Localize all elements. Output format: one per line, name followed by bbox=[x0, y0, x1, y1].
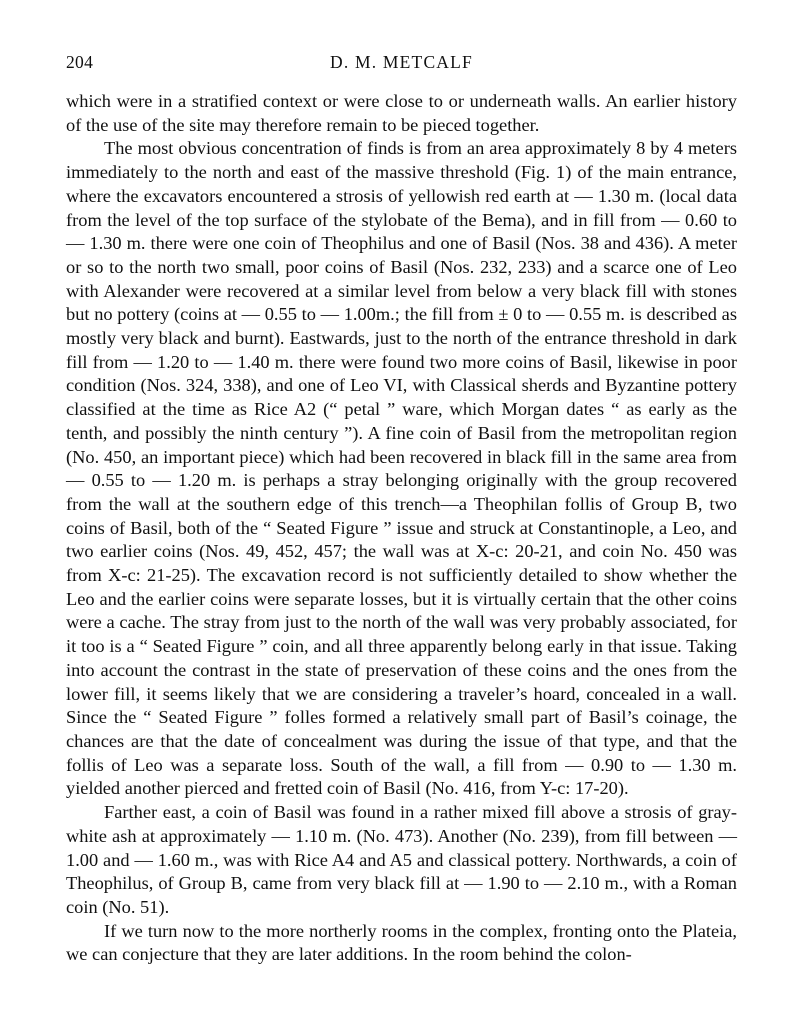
body-text bbox=[66, 90, 737, 967]
paragraph-continuation: which were in a stratified context or were close to or underneath walls. An earlier history of the use of the site may therefore remain to be pieced together. bbox=[66, 91, 737, 135]
paragraph-finds-concentration: The most obvious concentration of finds is from an area approximately 8 by 4 meters immediately to the north and east of the massive threshold (Fig. 1) of the main entrance, where the excavators encountered a strosis of yellowish red earth at — 1.30 m. (local data from the level of the top surface of the stylobate of the Bema), and in fill from — 0.60 to — 1.30 m. there were one coin of Theophilus and one of Basil (Nos. 38 and 436). A meter or so to the north two small, poor coins of Basil (Nos. 232, 233) and a scarce one of Leo with Alexander were recovered at a similar level from below a very black fill with stones but no pottery (coins at — 0.55 to — 1.00m.; the fill from ± 0 to — 0.55 m. is described as mostly very black and burnt). Eastwards, just to the north of the entrance threshold in dark fill from — 1.20 to — 1.40 m. there were found two more coins of Basil, likewise in poor condition (Nos. 324, 338), and one of Leo VI, with Classical sherds and Byzantine pottery classified at the time as Rice A2 (“ petal ” ware, which Morgan dates “ as early as the tenth, and possibly the ninth century ”). A fine coin of Basil from the metropolitan region (No. 450, an important piece) which had been recovered in black fill in the same area from — 0.55 to — 1.20 m. is perhaps a stray belonging originally with the group recovered from the wall at the southern edge of this trench—a Theophilan follis of Group B, two coins of Basil, both of the “ Seated Figure ” issue and struck at Constantinople, a Leo, and two earlier coins (Nos. 49, 452, 457; the wall was at X-c: 20-21, and coin No. 450 was from X-c: 21-25). The excavation record is not sufficiently detailed to show whether the Leo and the earlier coins were separate losses, but it is virtually certain that the other coins were a cache. The stray from just to the north of the wall was very probably associated, for it too is a “ Seated Figure ” coin, and all three apparently belong early in that issue. Taking into account the contrast in the state of preservation of these coins and the ones from the lower fill, it seems likely that we are considering a traveler’s hoard, concealed in a wall. Since the “ Seated Figure ” folles formed a relatively small part of Basil’s coinage, the chances are that the date of concealment was during the issue of that type, and that the follis of Leo was a separate loss. South of the wall, a fill from — 0.90 to — 1.30 m. yielded another pierced and fretted coin of Basil (No. 416, from Y-c: 17-20). bbox=[66, 138, 737, 799]
paragraph-northerly-rooms: If we turn now to the more northerly rooms in the complex, fronting onto the Plateia, we can conjecture that they are later additions. In the room behind the colon- bbox=[66, 920, 737, 965]
page-header bbox=[66, 52, 737, 78]
paragraph-farther-east: Farther east, a coin of Basil was found in a rather mixed fill above a strosis of gray-white ash at approximately — 1.10 m. (No. 473). Another (No. 239), from fill between — 1.00 and — 1.60 m., was with Rice A4 and A5 and classical pottery. Northwards, a coin of Theophilus, of Group B, came from very black fill at — 1.90 to — 2.10 m., with a Roman coin (No. 51). bbox=[66, 802, 737, 917]
running-head: D. M. METCALF bbox=[330, 52, 473, 72]
page-number: 204 bbox=[66, 52, 94, 72]
